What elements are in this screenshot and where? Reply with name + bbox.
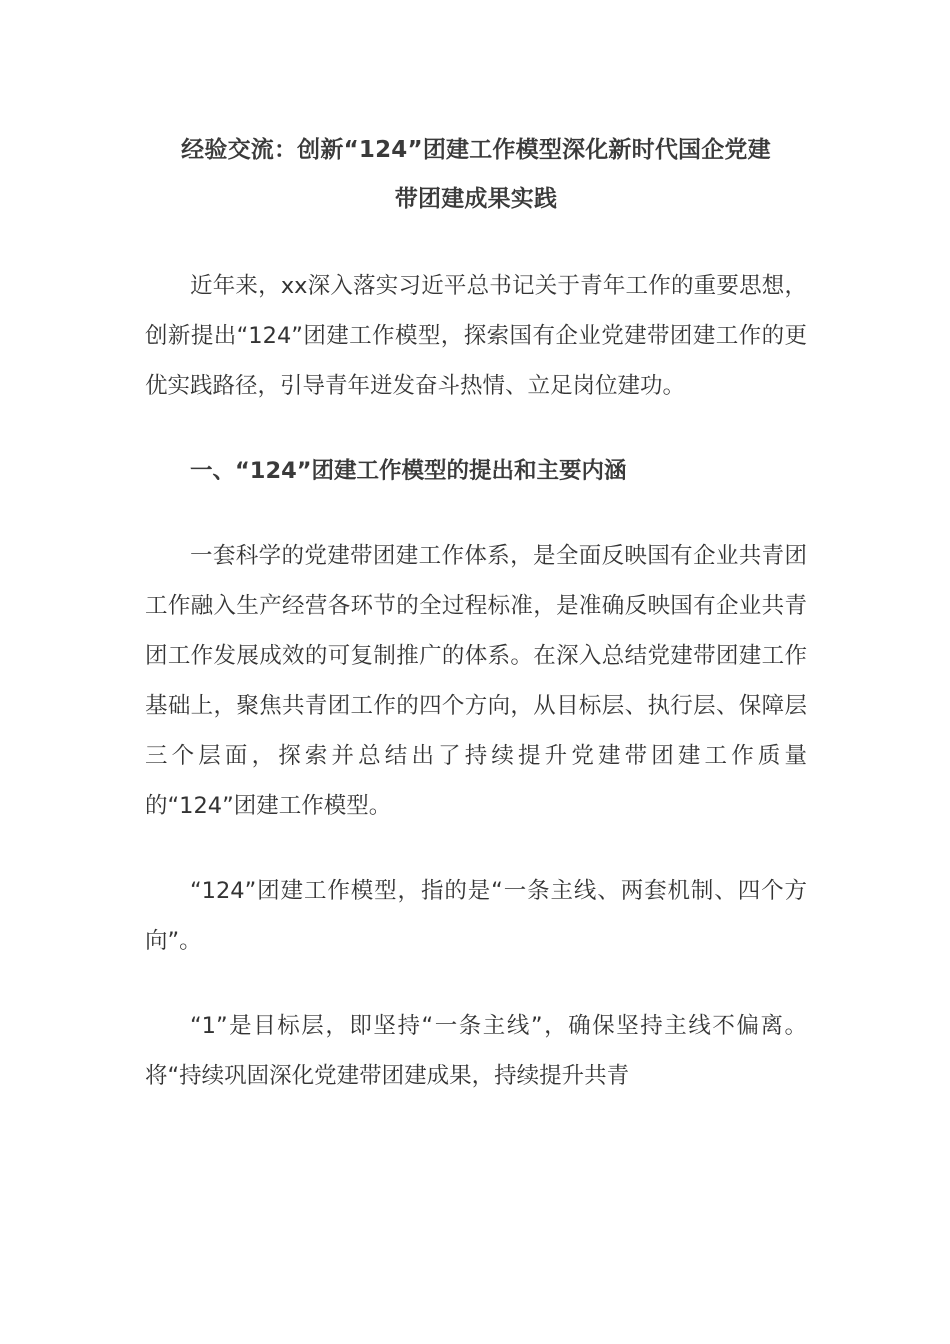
spacer xyxy=(145,966,807,1001)
body-paragraph-1: 一套科学的党建带团建工作体系，是全面反映国有企业共青团工作融入生产经营各环节的全过程标准，是准确反映国有企业共青团工作发展成效的可复制推广的体系。在深入总结党建带团建工作基础上，聚焦共青团工作的四个方向，从目标层、执行层、保障层三个层面，探索并总结出了持续提升党建带团建工作质量的“124”团建工作模型。 xyxy=(145,543,807,819)
spacer xyxy=(145,496,807,531)
document-title-line-1: 经验交流：创新“124”团建工作模型深化新时代国企党建 xyxy=(181,137,771,163)
spacer xyxy=(145,224,807,261)
section-1-heading: 一、“124”团建工作模型的提出和主要内涵 xyxy=(190,458,627,484)
spacer xyxy=(145,831,807,866)
intro-paragraph: 近年来，xx深入落实习近平总书记关于青年工作的重要思想，创新提出“124”团建工作模型，探索国有企业党建带团建工作的更优实践路径，引导青年迸发奋斗热情、立足岗位建功。 xyxy=(145,273,807,399)
body-paragraph-2: “124”团建工作模型，指的是“一条主线、两套机制、四个方向”。 xyxy=(145,878,807,954)
document-body xyxy=(145,126,807,1101)
spacer xyxy=(145,411,807,446)
document-title-line-2: 带团建成果实践 xyxy=(394,186,558,212)
body-paragraph-3: “1”是目标层，即坚持“一条主线”，确保坚持主线不偏离。将“持续巩固深化党建带团建成果，持续提升共青 xyxy=(145,1013,807,1089)
